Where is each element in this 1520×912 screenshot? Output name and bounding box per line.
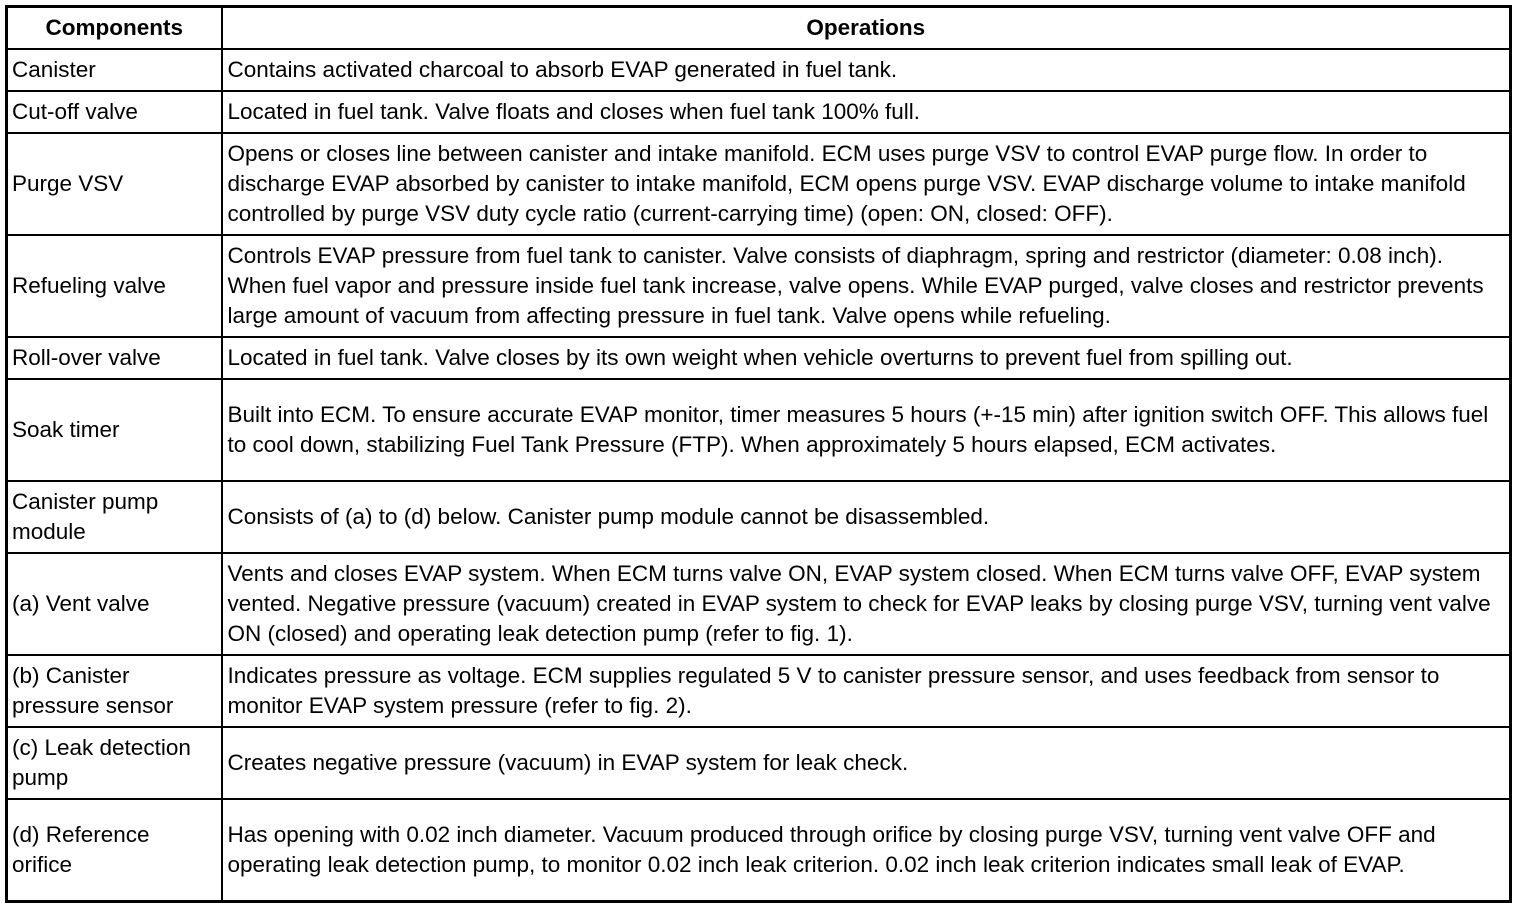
component-cell: Roll-over valve bbox=[7, 337, 222, 379]
table-row bbox=[7, 379, 1511, 481]
component-cell: Canister bbox=[7, 49, 222, 91]
components-operations-table bbox=[5, 5, 1512, 903]
table-header-row bbox=[7, 7, 1511, 50]
operation-cell: Controls EVAP pressure from fuel tank to canister. Valve consists of diaphragm, spring and restrictor (diameter: 0.08 inch). When fuel vapor and pressure inside fuel tank increase, valve opens. While EVAP purged, valve closes and restrictor prevents large amount of vacuum from affecting pressure in fuel tank. Valve opens while refueling. bbox=[222, 235, 1511, 337]
component-cell: Purge VSV bbox=[7, 133, 222, 235]
operation-cell: Built into ECM. To ensure accurate EVAP monitor, timer measures 5 hours (+-15 min) after ignition switch OFF. This allows fuel to cool down, stabilizing Fuel Tank Pressure (FTP). When approximately 5 hours elapsed, ECM activates. bbox=[222, 379, 1511, 481]
table-row bbox=[7, 799, 1511, 901]
component-cell: (a) Vent valve bbox=[7, 553, 222, 655]
component-cell: Cut-off valve bbox=[7, 91, 222, 133]
operation-cell: Consists of (a) to (d) below. Canister pump module cannot be disassembled. bbox=[222, 481, 1511, 553]
table-row bbox=[7, 481, 1511, 553]
table-row bbox=[7, 655, 1511, 727]
table-row bbox=[7, 337, 1511, 379]
header-operations: Operations bbox=[222, 7, 1511, 50]
component-cell: (c) Leak detection pump bbox=[7, 727, 222, 799]
header-components: Components bbox=[7, 7, 222, 50]
table-row bbox=[7, 133, 1511, 235]
table-row bbox=[7, 727, 1511, 799]
component-cell: Canister pump module bbox=[7, 481, 222, 553]
operation-cell: Contains activated charcoal to absorb EVAP generated in fuel tank. bbox=[222, 49, 1511, 91]
table-row bbox=[7, 49, 1511, 91]
component-cell: Refueling valve bbox=[7, 235, 222, 337]
operation-cell: Located in fuel tank. Valve closes by its own weight when vehicle overturns to prevent fuel from spilling out. bbox=[222, 337, 1511, 379]
table-row bbox=[7, 91, 1511, 133]
table-row bbox=[7, 235, 1511, 337]
operation-cell: Has opening with 0.02 inch diameter. Vacuum produced through orifice by closing purge VSV, turning vent valve OFF and operating leak detection pump, to monitor 0.02 inch leak criterion. 0.02 inch leak criterion indicates small leak of EVAP. bbox=[222, 799, 1511, 901]
operation-cell: Located in fuel tank. Valve floats and closes when fuel tank 100% full. bbox=[222, 91, 1511, 133]
operation-cell: Indicates pressure as voltage. ECM supplies regulated 5 V to canister pressure sensor, and uses feedback from sensor to monitor EVAP system pressure (refer to fig. 2). bbox=[222, 655, 1511, 727]
component-cell: (b) Canister pressure sensor bbox=[7, 655, 222, 727]
table-row bbox=[7, 553, 1511, 655]
component-cell: (d) Reference orifice bbox=[7, 799, 222, 901]
operation-cell: Creates negative pressure (vacuum) in EVAP system for leak check. bbox=[222, 727, 1511, 799]
operation-cell: Opens or closes line between canister and intake manifold. ECM uses purge VSV to control EVAP purge flow. In order to discharge EVAP absorbed by canister to intake manifold, ECM opens purge VSV. EVAP discharge volume to intake manifold controlled by purge VSV duty cycle ratio (current-carrying time) (open: ON, closed: OFF). bbox=[222, 133, 1511, 235]
operation-cell: Vents and closes EVAP system. When ECM turns valve ON, EVAP system closed. When ECM turns valve OFF, EVAP system vented. Negative pressure (vacuum) created in EVAP system to check for EVAP leaks by closing purge VSV, turning vent valve ON (closed) and operating leak detection pump (refer to fig. 1). bbox=[222, 553, 1511, 655]
document-page bbox=[5, 5, 1509, 906]
component-cell: Soak timer bbox=[7, 379, 222, 481]
